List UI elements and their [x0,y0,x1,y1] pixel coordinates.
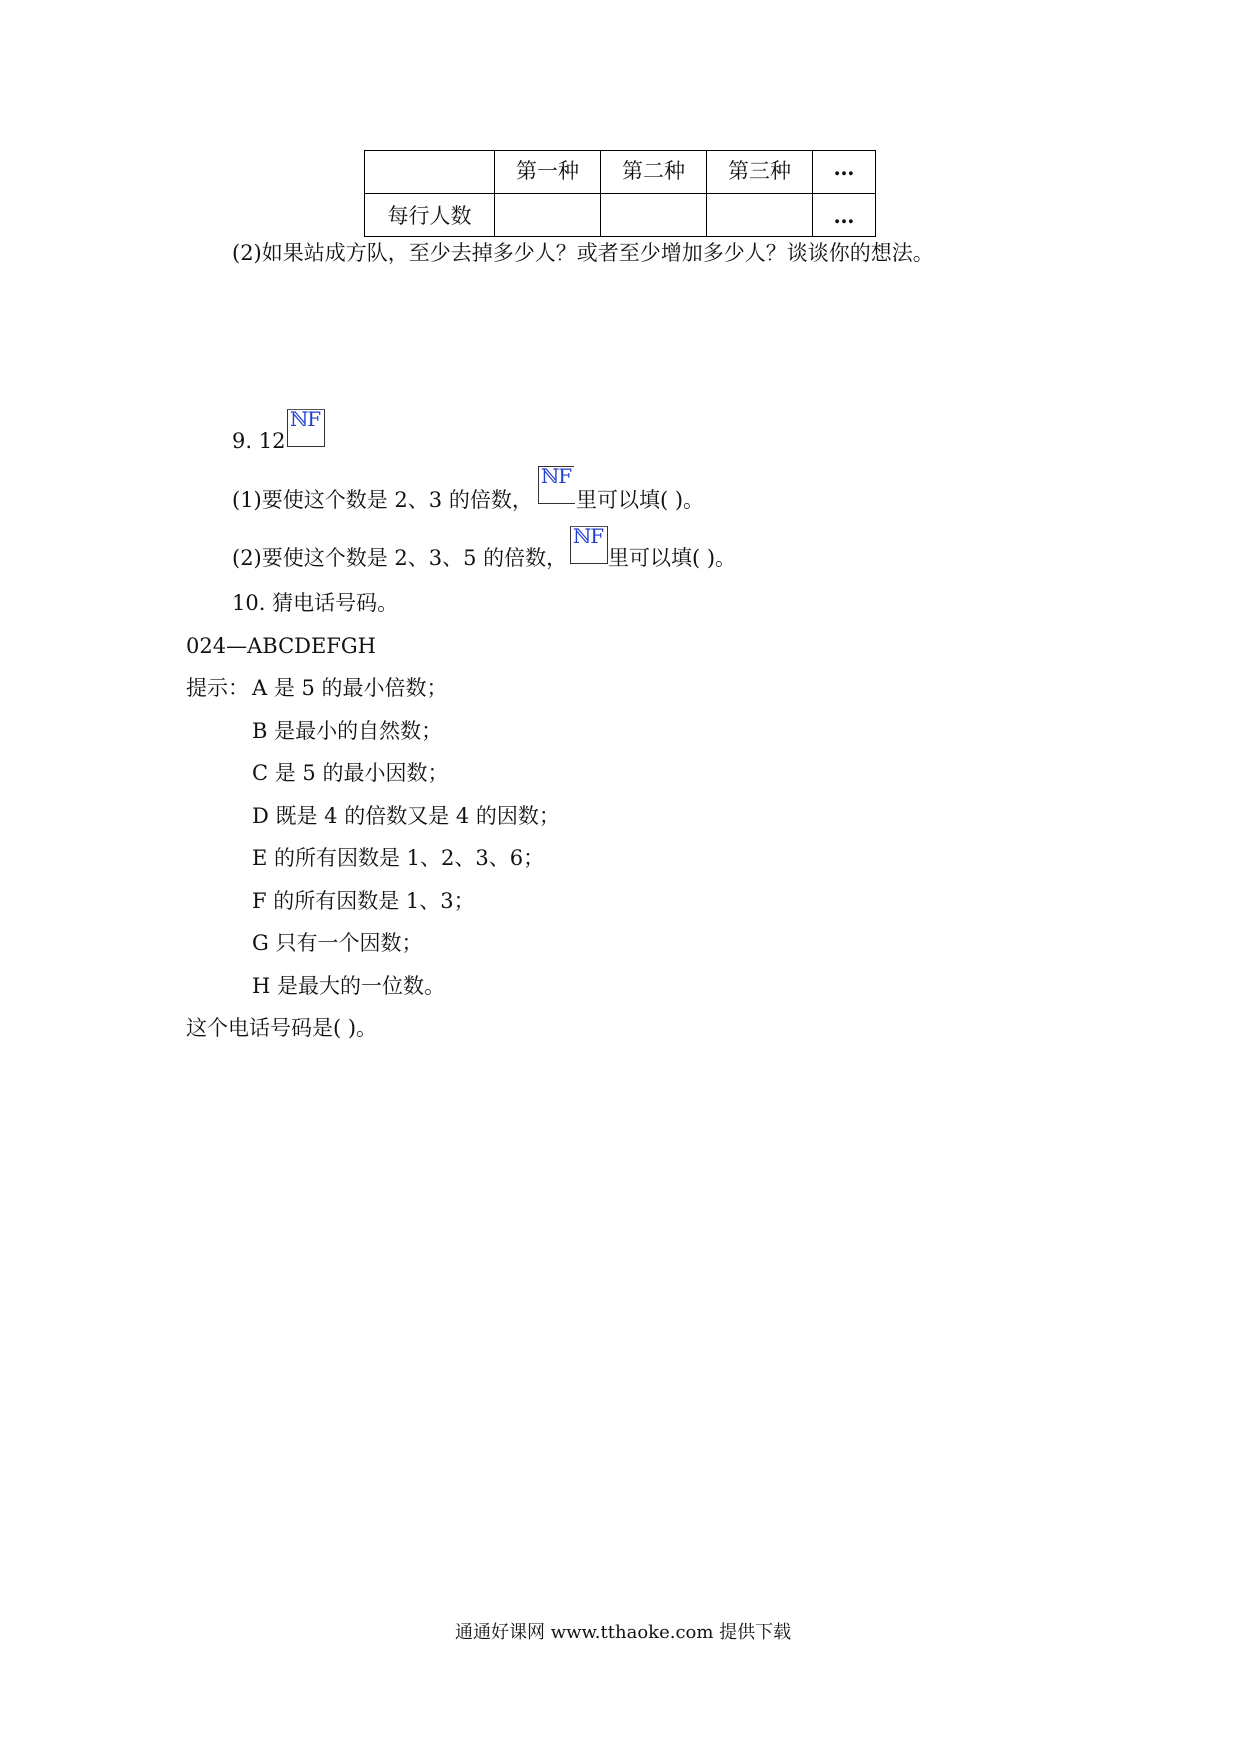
hint-label: 提示： [186,676,249,700]
table-cell [365,151,495,194]
phone-pattern: 024—ABCDEFGH [186,634,376,658]
placeholder-glyph: ℕF [541,464,572,488]
question-9-part-2-blank[interactable]: 里可以填( )。 [608,546,737,570]
table-row [365,194,876,237]
placeholder-glyph: ℕF [290,407,321,431]
question-9-part-2-text: (2)要使这个数是 2、3、5 的倍数， [232,546,568,570]
question-9-part-1-text: (1)要使这个数是 2、3 的倍数， [232,488,533,512]
table-cell: 第一种 [495,151,601,194]
table-cell: … [813,194,876,237]
table-cell: 第二种 [601,151,707,194]
question-9-part-1-blank[interactable]: 里可以填( )。 [576,488,705,512]
hint-item: A 是 5 的最小倍数； [252,676,448,700]
hint-item: C 是 5 的最小因数； [252,761,449,785]
hint-item: D 既是 4 的倍数又是 4 的因数； [252,804,560,828]
digit-placeholder-box [570,526,608,564]
question-8-part-2: (2)如果站成方队，至少去掉多少人？或者至少增加多少人？谈谈你的想法。 [232,241,934,265]
hint-item: B 是最小的自然数； [252,719,443,743]
page-footer: 通通好课网 www.tthaoke.com 提供下载 [455,1622,792,1643]
question-9-number: 9. 12 [232,429,286,453]
arrangement-table [364,150,876,237]
table-cell-blank[interactable] [495,194,601,237]
digit-placeholder-box [538,464,575,504]
digit-placeholder-box [287,409,325,447]
table-header-row [365,151,876,194]
table-cell-blank[interactable] [707,194,813,237]
table-cell: 第三种 [707,151,813,194]
hint-item: F 的所有因数是 1、3； [252,889,475,913]
placeholder-glyph: ℕF [573,524,604,548]
question-10-title: 10. 猜电话号码。 [232,591,399,615]
phone-answer-blank[interactable]: 这个电话号码是( )。 [186,1016,378,1040]
hint-item: G 只有一个因数； [252,931,423,955]
table-cell-blank[interactable] [601,194,707,237]
hint-item: H 是最大的一位数。 [252,974,445,998]
hint-item: E 的所有因数是 1、2、3、6； [252,846,545,870]
table-cell: 每行人数 [365,194,495,237]
table-cell: … [813,151,876,194]
placeholder-top-border [538,466,574,467]
